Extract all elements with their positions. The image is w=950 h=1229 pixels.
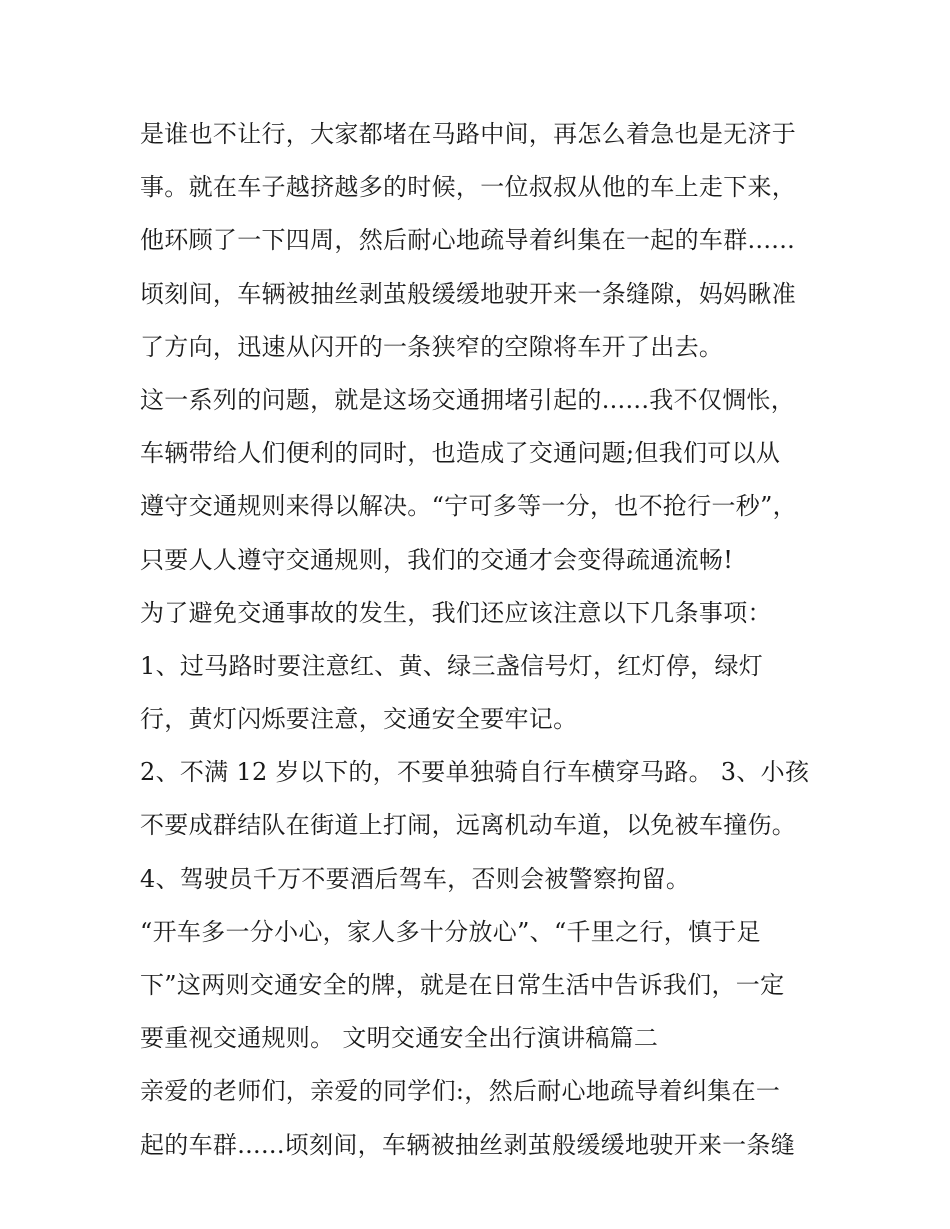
text-line: 为了避免交通事故的发生，我们还应该注意以下几条事项： [140, 598, 772, 627]
text-line: 只要人人遵守交通规则，我们的交通才会变得疏通流畅! [140, 545, 734, 574]
text-line: 这一系列的问题，就是这场交通拥堵引起的......我不仅惆怅， [140, 385, 796, 414]
text-line: 他环顾了一下四周，然后耐心地疏导着纠集在一起的车群...... [140, 226, 796, 255]
text-line: 顷刻间，车辆被抽丝剥茧般缓缓地驶开来一条缝隙，妈妈瞅准 [140, 279, 797, 308]
text-line: 不要成群结队在街道上打闹，远离机动车道，以免被车撞伤。 [140, 811, 797, 840]
text-line: 起的车群......顷刻间，车辆被抽丝剥茧般缓缓地驶开来一条缝 [140, 1130, 796, 1159]
text-line: 是谁也不让行，大家都堵在马路中间，再怎么着急也是无济于 [140, 120, 797, 148]
text-line: 事。就在车子越挤越多的时候，一位叔叔从他的车上走下来， [140, 173, 797, 202]
text-line: 亲爱的老师们，亲爱的同学们:，然后耐心地疏导着纠集在一 [140, 1077, 781, 1106]
text-line: 要重视交通规则。 文明交通安全出行演讲稿篇二 [140, 1024, 659, 1053]
text-line: 了方向，迅速从闪开的一条狭窄的空隙将车开了出去。 [140, 332, 724, 361]
text-line: 2、不满 12 岁以下的，不要单独骑自行车横穿马路。 3、小孩 [140, 758, 810, 787]
text-line: 4、驾驶员千万不要酒后驾车，否则会被警察拘留。 [140, 864, 691, 893]
body-text [140, 108, 840, 1172]
text-line: 车辆带给人们便利的同时，也造成了交通问题;但我们可以从 [140, 439, 781, 468]
text-line: 下”这两则交通安全的牌，就是在日常生活中告诉我们，一定 [140, 971, 785, 999]
text-line: 行，黄灯闪烁要注意，交通安全要牢记。 [140, 705, 578, 734]
text-line: “开车多一分小心，家人多十分放心”、“千里之行，慎于足 [140, 917, 761, 946]
text-line: 遵守交通规则来得以解决。“宁可多等一分，也不抢行一秒”， [140, 492, 797, 521]
text-line: 1、过马路时要注意红、黄、绿三盏信号灯，红灯停，绿灯 [140, 651, 764, 680]
